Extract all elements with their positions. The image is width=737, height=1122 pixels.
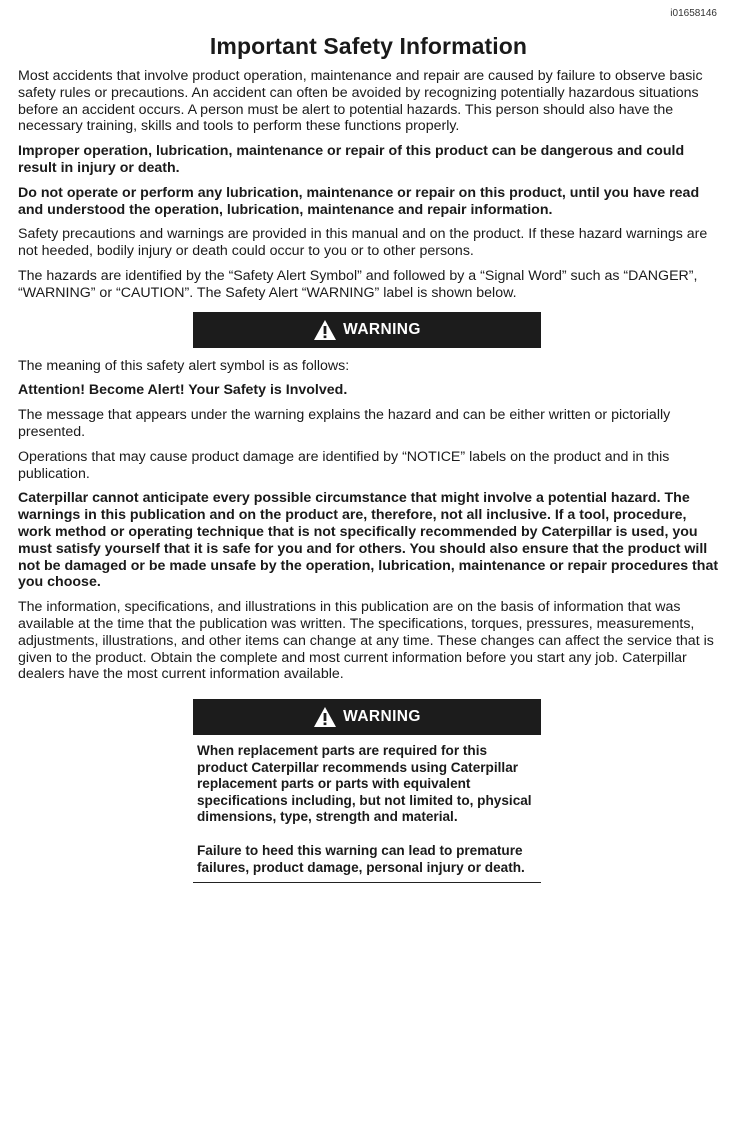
precautions-paragraph: Safety precautions and warnings are provided in this manual and on the product. If these hazard warnings are not heeded, bodily injury or death could occur to you or to other persons.: [18, 226, 708, 260]
attention-statement: Attention! Become Alert! Your Safety is Involved.: [18, 382, 348, 399]
warning-label-sample: [193, 312, 541, 348]
warning-text-consequence: Failure to heed this warning can lead to premature failures, product damage, personal injury or death.: [197, 843, 525, 875]
warning-header: [193, 699, 541, 735]
message-paragraph: The message that appears under the warning explains the hazard and can be either written or pictorially presented.: [18, 407, 671, 440]
warning-label-text: WARNING: [343, 320, 421, 338]
notice-paragraph: Operations that may cause product damage are identified by “NOTICE” labels on the product and in this publication.: [18, 448, 670, 482]
intro-paragraph: Most accidents that involve product operation, maintenance and repair are caused by failure to observe basic safety rules or precautions. An accident can often be avoided by recognizing potentially hazardous situations before an accident occurs. A person must be alert to potential hazards. This person should also have the necessary training, skills and tools to perform these functions properly.: [18, 68, 703, 135]
document-id: i01658146: [670, 8, 717, 19]
danger-statement: Improper operation, lubrication, maintenance or repair of this product can be dangerous and could result in injury or death.: [18, 143, 685, 176]
warning-header-text: WARNING: [343, 708, 421, 726]
symbol-meaning-paragraph: The meaning of this safety alert symbol is as follows:: [18, 357, 350, 374]
information-paragraph: The information, specifications, and illustrations in this publication are on the basis of information that was available at the time that the publication was written. The specifications, torques, pressures, measurements, adjustments, illustrations, and other items can change at any time. These changes can affect the service that is given to the product. Obtain the complete and most current information before you start any job. Caterpillar dealers have the most current information available.: [18, 599, 714, 683]
hazard-identification-paragraph: The hazards are identified by the “Safety Alert Symbol” and followed by a “Signal Word” such as “DANGER”, “WARNING” or “CAUTION”. The Safety Alert “WARNING” label is shown below.: [18, 267, 698, 301]
warning-text-replacement: When replacement parts are required for this product Caterpillar recommends using Caterpillar replacement parts or parts with equivalent specifications including, but not limited to, physical dimensions, type, strength and material.: [197, 743, 532, 825]
safety-alert-triangle-icon: [313, 706, 337, 728]
safety-alert-triangle-icon: [313, 319, 337, 341]
read-first-statement: Do not operate or perform any lubrication, maintenance or repair on this product, until you have read and understood the operation, lubrication, maintenance and repair information.: [18, 184, 700, 218]
document-body: [18, 68, 722, 883]
disclaimer-statement: Caterpillar cannot anticipate every possible circumstance that might involve a potential hazard. The warnings in this publication and on the product are, therefore, not all inclusive. If a tool, procedure, work method or operating technique that is not specifically recommended by Caterpillar is used, you must satisfy yourself that it is safe for you and for others. You should also ensure that the product will not be damaged or be made unsafe by the operation, lubrication, maintenance or repair procedures that you choose.: [18, 490, 719, 591]
replacement-parts-warning: [193, 699, 541, 883]
page-title: Important Safety Information: [209, 33, 528, 59]
warning-body: [193, 735, 541, 883]
